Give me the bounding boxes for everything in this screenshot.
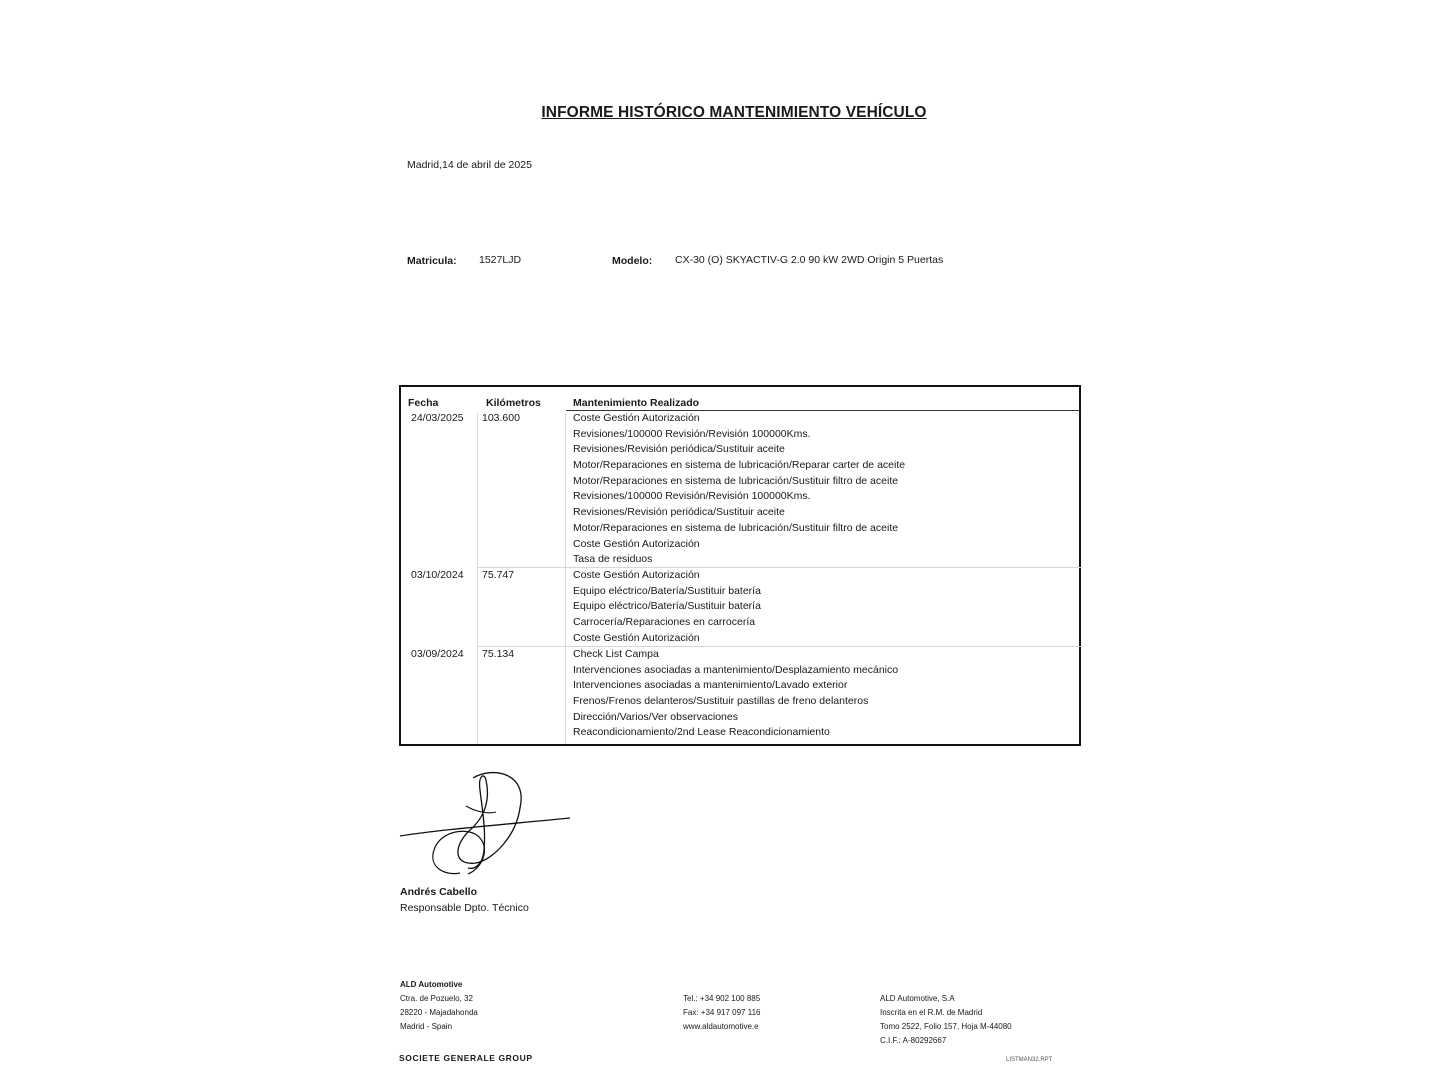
plate-label: Matricula: xyxy=(407,255,457,267)
footer-address xyxy=(400,978,478,1034)
list-item: Frenos/Frenos delanteros/Sustituir pastillas de freno delanteros xyxy=(573,695,869,708)
list-item: Coste Gestión Autorización xyxy=(573,631,700,644)
row-separator xyxy=(477,567,1081,568)
row-2-items xyxy=(573,568,761,646)
footer-phone: Tel.: +34 902 100 885 xyxy=(683,994,761,1003)
signer-name: Andrés Cabello xyxy=(400,886,478,898)
row-1-km: 103.600 xyxy=(482,412,520,424)
footer-fax: Fax: +34 917 097 116 xyxy=(683,1008,761,1017)
footer-registry-line: Inscrita en el R.M. de Madrid xyxy=(880,1008,983,1017)
list-item: Equipo eléctrico/Batería/Sustituir batería xyxy=(573,584,761,597)
list-item: Tasa de residuos xyxy=(573,553,653,566)
footer-registry-line: C.I.F.: A-80292667 xyxy=(880,1036,947,1045)
header-maintenance: Mantenimiento Realizado xyxy=(573,397,700,409)
footer-registry-line: ALD Automotive, S.A xyxy=(880,994,955,1003)
list-item: Motor/Reparaciones en sistema de lubricación/Sustituir filtro de aceite xyxy=(573,521,899,534)
footer-registry-line: Tomo 2522, Folio 157, Hoja M-44080 xyxy=(880,1022,1012,1031)
list-item: Carrocería/Reparaciones en carrocería xyxy=(573,616,756,629)
footer-contact xyxy=(683,992,760,1034)
footer-address-line: 28220 - Majadahonda xyxy=(400,1008,478,1017)
list-item: Coste Gestión Autorización xyxy=(573,537,700,550)
maintenance-history-table xyxy=(399,385,1081,746)
list-item: Revisiones/Revisión periódica/Sustituir aceite xyxy=(573,443,785,456)
row-3-items xyxy=(573,647,898,741)
list-item: Coste Gestión Autorización xyxy=(573,412,700,424)
model-value: CX-30 (O) SKYACTIV-G 2.0 90 kW 2WD Origin 5 Puertas xyxy=(675,254,944,266)
row-3-km: 75.134 xyxy=(482,648,515,660)
column-divider xyxy=(477,413,478,744)
row-3-date: 03/09/2024 xyxy=(411,648,464,660)
list-item: Check List Campa xyxy=(573,648,659,660)
list-item: Revisiones/Revisión periódica/Sustituir aceite xyxy=(573,506,785,519)
footer-registry xyxy=(880,992,1012,1048)
header-km: Kilómetros xyxy=(486,397,541,409)
model-label: Modelo: xyxy=(612,255,653,267)
list-item: Reacondicionamiento/2nd Lease Reacondicionamiento xyxy=(573,726,830,739)
list-item: Revisiones/100000 Revisión/Revisión 100000Kms. xyxy=(573,490,811,503)
report-code: LISTMAN32.RPT xyxy=(1006,1057,1053,1063)
footer-address-line: Ctra. de Pozuelo, 32 xyxy=(400,994,473,1003)
row-2-km: 75.747 xyxy=(482,569,515,581)
list-item: Equipo eléctrico/Batería/Sustituir batería xyxy=(573,600,761,613)
list-item: Dirección/Varios/Ver observaciones xyxy=(573,710,738,723)
list-item: Motor/Reparaciones en sistema de lubricación/Sustituir filtro de aceite xyxy=(573,474,899,487)
list-item: Intervenciones asociadas a mantenimiento/Desplazamiento mecánico xyxy=(573,663,899,676)
list-item: Intervenciones asociadas a mantenimiento/Lavado exterior xyxy=(573,679,848,692)
footer-company: ALD Automotive xyxy=(400,980,463,989)
footer-website: www.aldautomotive.e xyxy=(683,1022,759,1031)
row-1-items xyxy=(573,411,905,568)
row-1-date: 24/03/2025 xyxy=(411,412,464,424)
plate-value: 1527LJD xyxy=(479,254,522,266)
group-logo-text: SOCIETE GENERALE GROUP xyxy=(399,1053,533,1063)
signer-role: Responsable Dpto. Técnico xyxy=(400,902,529,914)
column-divider xyxy=(565,413,566,744)
list-item: Motor/Reparaciones en sistema de lubricación/Reparar carter de aceite xyxy=(573,459,906,472)
header-date: Fecha xyxy=(408,397,439,409)
signature-image xyxy=(398,768,573,883)
document-title: INFORME HISTÓRICO MANTENIMIENTO VEHÍCULO xyxy=(541,104,927,121)
list-item: Coste Gestión Autorización xyxy=(573,569,700,581)
footer-address-line: Madrid - Spain xyxy=(400,1022,453,1031)
list-item: Revisiones/100000 Revisión/Revisión 100000Kms. xyxy=(573,427,811,440)
place-date: Madrid,14 de abril de 2025 xyxy=(407,159,532,171)
row-2-date: 03/10/2024 xyxy=(411,569,464,581)
